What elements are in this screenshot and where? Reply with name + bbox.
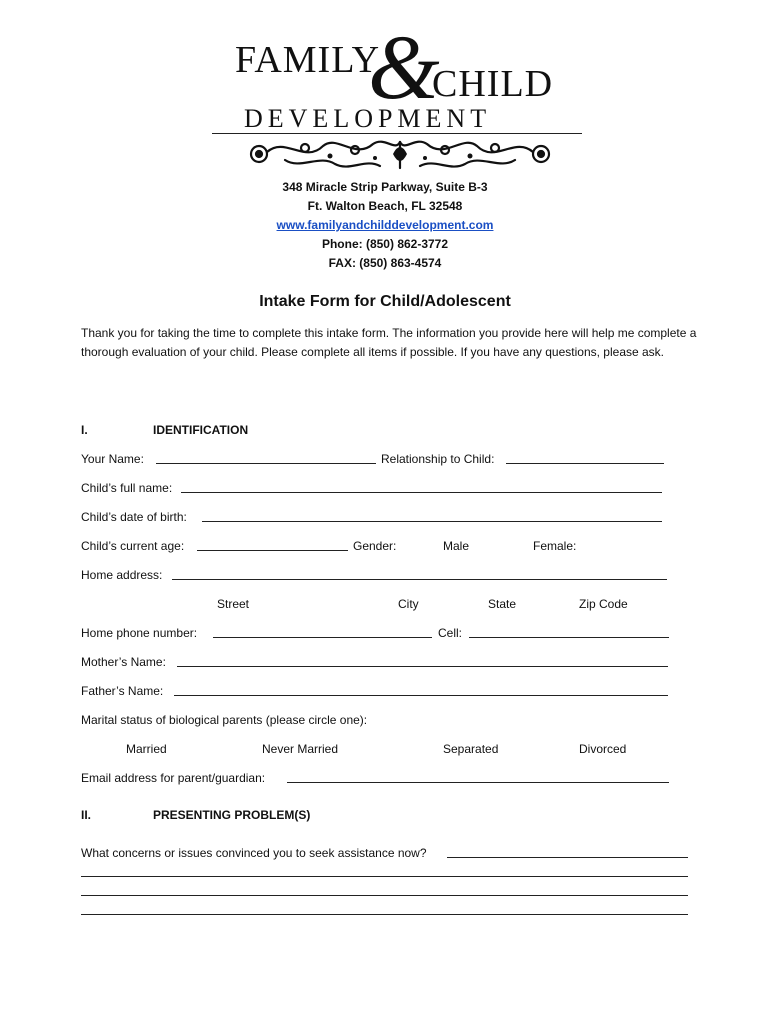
mothers-name-field[interactable] xyxy=(177,655,668,667)
zip-code-caption: Zip Code xyxy=(579,597,628,611)
home-phone-field[interactable] xyxy=(213,626,432,638)
marital-option-separated[interactable]: Separated xyxy=(443,742,499,756)
website-line xyxy=(0,218,770,232)
concerns-field-line-4[interactable] xyxy=(81,903,688,915)
section-1-numeral: I. xyxy=(81,423,88,437)
section-2-heading: PRESENTING PROBLEM(S) xyxy=(153,808,311,822)
fax-line: FAX: (850) 863-4574 xyxy=(328,256,442,270)
childs-dob-field[interactable] xyxy=(202,510,662,522)
gender-option-male[interactable]: Male xyxy=(443,539,470,553)
fathers-name-label: Father’s Name: xyxy=(81,684,164,698)
childs-age-label: Child’s current age: xyxy=(81,539,185,553)
phone-line: Phone: (850) 862-3772 xyxy=(321,237,449,251)
your-name-field[interactable] xyxy=(156,452,376,464)
email-field[interactable] xyxy=(287,771,669,783)
form-title: Intake Form for Child/Adolescent xyxy=(259,293,511,310)
concerns-field-line-1[interactable] xyxy=(447,846,688,858)
concerns-question: What concerns or issues convinced you to seek assistance now? xyxy=(81,846,427,860)
concerns-field-line-2[interactable] xyxy=(81,865,688,877)
relationship-field[interactable] xyxy=(506,452,664,464)
logo-ornament-icon xyxy=(245,134,555,176)
childs-full-name-field[interactable] xyxy=(181,481,662,493)
concerns-field-line-3[interactable] xyxy=(81,884,688,896)
marital-option-never-married[interactable]: Never Married xyxy=(262,742,339,756)
home-address-label: Home address: xyxy=(81,568,163,582)
marital-option-married[interactable]: Married xyxy=(126,742,167,756)
relationship-label: Relationship to Child: xyxy=(381,452,495,466)
marital-status-label: Marital status of biological parents (please circle one): xyxy=(81,713,368,727)
childs-age-field[interactable] xyxy=(197,539,348,551)
fathers-name-field[interactable] xyxy=(174,684,668,696)
logo-child-text: CHILD xyxy=(432,63,554,105)
intro-paragraph: Thank you for taking the time to complete this intake form. The information you provide here will help me complete a thorough evaluation of your child. Please complete all items if possible. If you have any questions, please ask. xyxy=(81,326,697,359)
childs-dob-label: Child’s date of birth: xyxy=(81,510,187,524)
gender-option-female[interactable]: Female: xyxy=(533,539,577,553)
logo-family-text: FAMILY xyxy=(235,39,381,81)
cell-field[interactable] xyxy=(469,626,669,638)
gender-label: Gender: xyxy=(353,539,397,553)
section-1-heading: IDENTIFICATION xyxy=(153,423,249,437)
street-caption: Street xyxy=(217,597,250,611)
address-line-1: 348 Miracle Strip Parkway, Suite B-3 xyxy=(282,180,488,194)
email-label: Email address for parent/guardian: xyxy=(81,771,266,785)
home-address-field[interactable] xyxy=(172,568,667,580)
state-caption: State xyxy=(488,597,517,611)
city-caption: City xyxy=(398,597,419,611)
website-link[interactable]: www.familyandchilddevelopment.com xyxy=(276,218,494,232)
logo-development-text: DEVELOPMENT xyxy=(244,104,492,133)
address-line-2: Ft. Walton Beach, FL 32548 xyxy=(307,199,463,213)
cell-label: Cell: xyxy=(438,626,463,640)
marital-option-divorced[interactable]: Divorced xyxy=(579,742,627,756)
childs-full-name-label: Child’s full name: xyxy=(81,481,173,495)
home-phone-label: Home phone number: xyxy=(81,626,198,640)
your-name-label: Your Name: xyxy=(81,452,144,466)
mothers-name-label: Mother’s Name: xyxy=(81,655,166,669)
section-2-numeral: II. xyxy=(81,808,92,822)
logo-ampersand: & xyxy=(368,16,440,118)
